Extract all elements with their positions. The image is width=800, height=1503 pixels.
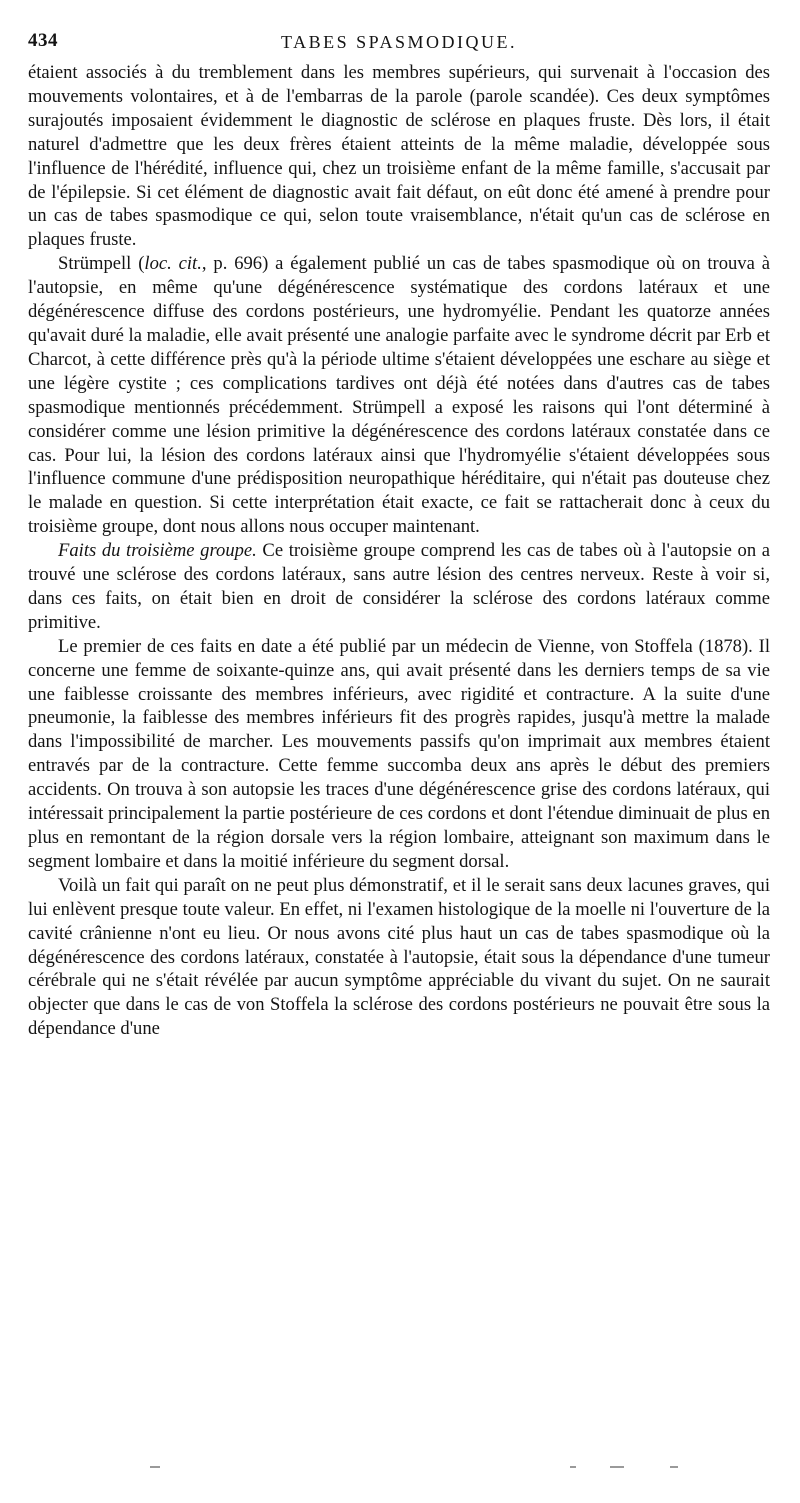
paragraph-third-group <box>28 539 770 635</box>
print-specks <box>150 1466 750 1470</box>
paragraph-text: Ce troisième groupe comprend les cas de tabes où à l'autopsie on a trouvé une sclérose des cordons latéraux, sans autre lésion des centres nerveux. Reste à voir si, dans ces faits, on était bien en droit de considérer la sclérose des cordons latéraux comme primitive. <box>28 540 770 633</box>
paragraph-critique: Voilà un fait qui paraît on ne peut plus démonstratif, et il le serait sans deux lacunes graves, qui lui enlèvent presque toute valeur. En effet, ni l'examen histologique de la moelle ni l'ouverture de la cavité crânienne n'ont eu lieu. Or nous avons cité plus haut un cas de tabes spasmodique où la dégénérescence des cordons latéraux, constatée à l'autopsie, était sous la dépendance d'une tumeur cérébrale qui ne s'était révélée par aucun symptôme appréciable du vivant du sujet. On ne saurait objecter que dans le cas de von Stoffela la sclérose des cordons postérieurs ne pouvait être sous la dépendance d'une <box>28 874 770 1040</box>
paragraph-text: , p. 696) a également publié un cas de tabes spasmodique où on trouva à l'autopsie, en même qu'une dégénérescence systématique des cordons latéraux et une dégénérescence diffuse des cordons postérieurs, une hydromyélie. Pendant les quatorze années qu'avait duré la maladie, elle avait présenté une analogie parfaite avec le syndrome décrit par Erb et Charcot, à cette différence près qu'à la période ultime s'étaient développées une eschare au siège et une légère cystite ; ces complications tardives ont déjà été notées dans d'autres cas de tabes spasmodique mentionnés précédemment. Strümpell a exposé les raisons qui l'ont déterminé à considérer comme une lésion primitive la dégénérescence des cordons latéraux constatée dans ce cas. Pour lui, la lésion des cordons latéraux ainsi que l'hydromyélie s'étaient développées sous l'influence commune d'une prédisposition neuropathique héréditaire, qui n'était pas douteuse chez le malade en question. Si cette interprétation était exacte, ce fait se rattacherait donc à ceux du troisième groupe, dont nous allons nous occuper maintenant. <box>28 253 770 538</box>
paragraph-strumpell <box>28 252 770 539</box>
section-heading-third-group: Faits du troisième groupe. <box>58 540 257 562</box>
page-header <box>28 30 770 60</box>
body-text <box>28 61 770 1041</box>
running-title: TABES SPASMODIQUE. <box>281 32 517 52</box>
page-number: 434 <box>28 30 58 51</box>
citation-loc-cit: loc. cit. <box>144 253 202 275</box>
paragraph-von-stoffela: Le premier de ces faits en date a été publié par un médecin de Vienne, von Stoffela (1878). Il concerne une femme de soixante-quinze ans, qui avait présenté dans les derniers temps de sa vie une faiblesse croissante des membres inférieurs, avec rigidité et contracture. A la suite d'une pneumonie, la faiblesse des membres inférieurs fit des progrès rapides, jusqu'à mettre la malade dans l'impossibilité de marcher. Les mouvements passifs qu'on imprimait aux membres étaient entravés par de la contracture. Cette femme succomba deux ans après le début des premiers accidents. On trouva à son autopsie les traces d'une dégénérescence grise des cordons latéraux, qui intéressait principalement la partie postérieure de ces cordons et dont l'étendue diminuait de plus en plus en remontant de la région dorsale vers la région lombaire, atteignant son maximum dans le segment lombaire et dans la moitié inférieure du segment dorsal. <box>28 635 770 872</box>
paragraph-text: Strümpell ( <box>58 253 145 275</box>
paragraph-continuation: étaient associés à du tremblement dans les membres supérieurs, qui survenait à l'occasion des mouvements volontaires, et à de l'embarras de la parole (parole scandée). Ces deux symptômes surajoutés imposaient évidemment le diagnostic de sclérose en plaques fruste. Dès lors, il était naturel d'admettre que les deux frères étaient atteints de la même maladie, développée sous l'influence de l'hérédité, influence qui, chez un troisième enfant de la même famille, s'accusait par de l'épilepsie. Si cet élément de diagnostic avait fait défaut, on eût donc été amené à prendre pour un cas de tabes spasmodique ce qui, selon toute vraisemblance, n'était qu'un cas de sclérose en plaques fruste. <box>28 62 770 251</box>
